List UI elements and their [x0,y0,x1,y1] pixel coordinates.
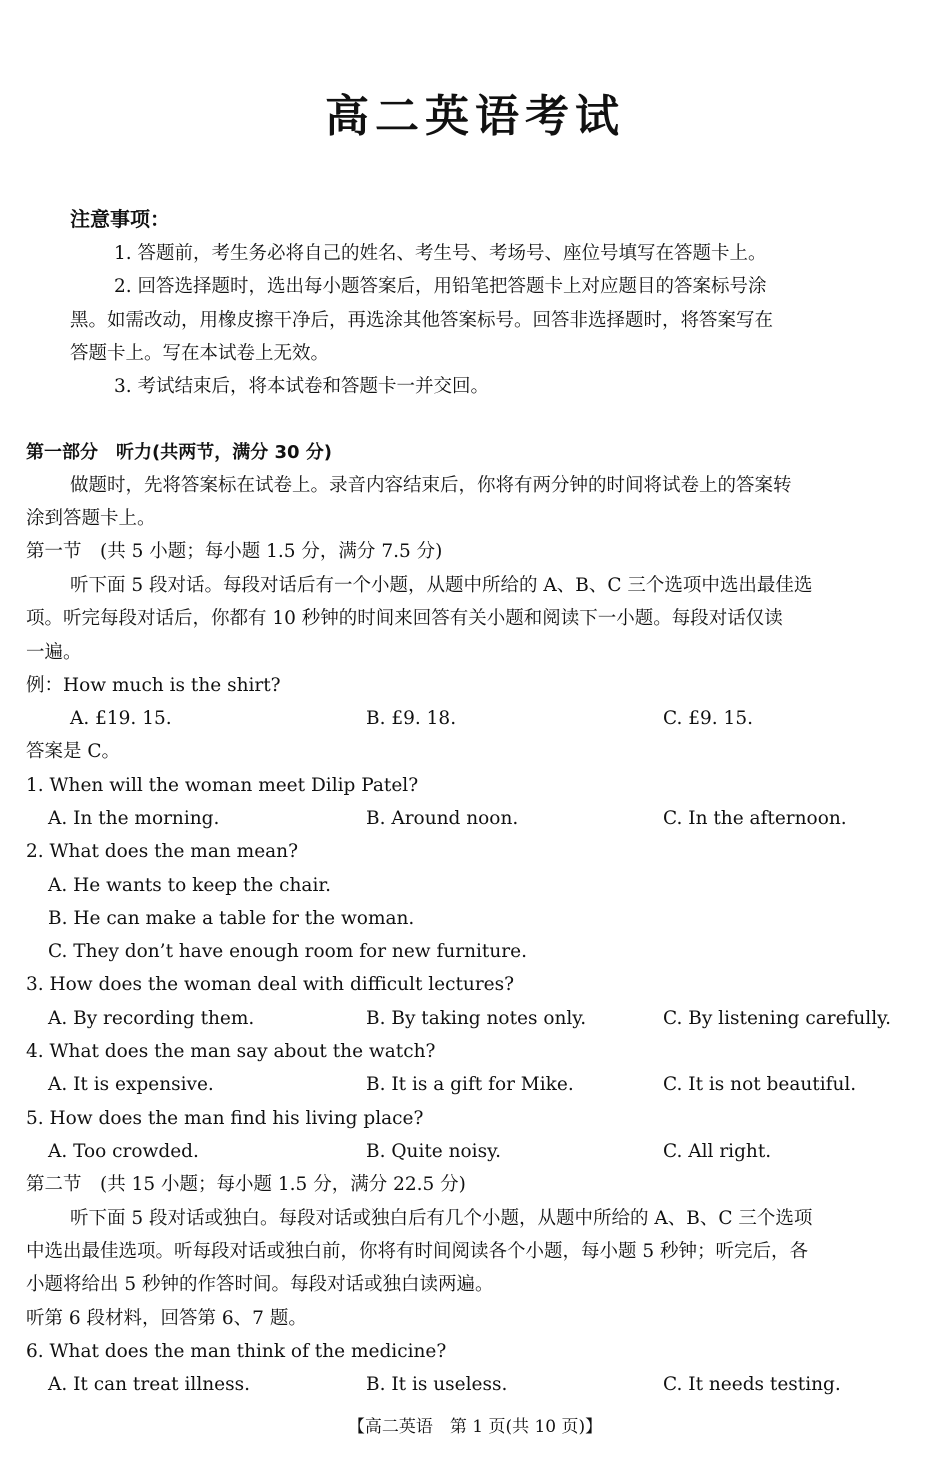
question-4-option-c: C. It is not beautiful. [663,1074,857,1095]
question-1-option-c: C. In the afternoon. [663,808,847,829]
notice-item-3: 3. 考试结束后，将本试卷和答题卡一并交回。 [114,376,490,397]
question-2-option-b: B. He can make a table for the woman. [48,908,415,929]
question-3-option-b: B. By taking notes only. [366,1008,587,1029]
question-5-option-a: A. Too crowded. [48,1141,199,1162]
question-6-option-a: A. It can treat illness. [48,1374,250,1395]
notice-item-1: 1. 答题前，考生务必将自己的姓名、考生号、考场号、座位号填写在答题卡上。 [114,243,767,264]
section2-instruction-cont: 中选出最佳选项。听每段对话或独白前，你将有时间阅读各个小题，每小题 5 秒钟；听完后，各 [26,1241,809,1262]
page-title: 高二英语考试 [325,91,625,142]
section1-instruction-cont2: 一遍。 [26,642,82,663]
example-question: 例：How much is the shirt? [26,675,281,696]
section2-heading: 第二节 (共 15 小题；每小题 1.5 分，满分 22.5 分) [26,1174,466,1195]
question-4: 4. What does the man say about the watch? [26,1041,436,1062]
question-1-option-a: A. In the morning. [48,808,220,829]
part1-instruction: 做题时，先将答案标在试卷上。录音内容结束后，你将有两分钟的时间将试卷上的答案转 [70,475,792,496]
notice-item-2-cont2: 答题卡上。写在本试卷上无效。 [70,343,330,364]
question-4-option-a: A. It is expensive. [48,1074,214,1095]
question-2-option-c: C. They don’t have enough room for new furniture. [48,941,527,962]
question-3-option-a: A. By recording them. [48,1008,255,1029]
question-6-option-b: B. It is useless. [366,1374,508,1395]
example-option-c: C. £9. 15. [663,708,753,729]
question-3-option-c: C. By listening carefully. [663,1008,892,1029]
section1-instruction: 听下面 5 段对话。每段对话后有一个小题，从题中所给的 A、B、C 三个选项中选出最佳选 [70,575,813,596]
question-1: 1. When will the woman meet Dilip Patel? [26,775,419,796]
section1-heading: 第一节 (共 5 小题；每小题 1.5 分，满分 7.5 分) [26,541,443,562]
question-5-option-c: C. All right. [663,1141,772,1162]
section1-instruction-cont: 项。听完每段对话后，你都有 10 秒钟的时间来回答有关小题和阅读下一小题。每段对话仅读 [26,608,783,629]
part1-heading: 第一部分 听力(共两节，满分 30 分) [26,442,333,463]
part1-instruction-cont: 涂到答题卡上。 [26,508,156,529]
question-1-option-b: B. Around noon. [366,808,519,829]
question-4-option-b: B. It is a gift for Mike. [366,1074,574,1095]
example-option-a: A. £19. 15. [70,708,172,729]
question-3: 3. How does the woman deal with difficult lectures? [26,974,515,995]
page-footer: 【高二英语 第 1 页(共 10 页)】 [347,1417,603,1437]
material-6-instruction: 听第 6 段材料，回答第 6、7 题。 [26,1308,307,1329]
section2-instruction: 听下面 5 段对话或独白。每段对话或独白后有几个小题，从题中所给的 A、B、C 三个选项 [70,1208,813,1229]
example-option-b: B. £9. 18. [366,708,457,729]
section2-instruction-cont2: 小题将给出 5 秒钟的作答时间。每段对话或独白读两遍。 [26,1274,494,1295]
question-2-option-a: A. He wants to keep the chair. [48,875,332,896]
notice-item-2: 2. 回答选择题时，选出每小题答案后，用铅笔把答题卡上对应题目的答案标号涂 [114,276,767,297]
question-5: 5. How does the man find his living place? [26,1108,424,1129]
question-2: 2. What does the man mean? [26,841,299,862]
question-6: 6. What does the man think of the medicine? [26,1341,447,1362]
example-answer: 答案是 C。 [26,741,121,762]
question-5-option-b: B. Quite noisy. [366,1141,501,1162]
notice-heading: 注意事项： [70,207,170,231]
question-6-option-c: C. It needs testing. [663,1374,841,1395]
notice-item-2-cont: 黑。如需改动，用橡皮擦干净后，再选涂其他答案标号。回答非选择题时，将答案写在 [70,310,774,331]
